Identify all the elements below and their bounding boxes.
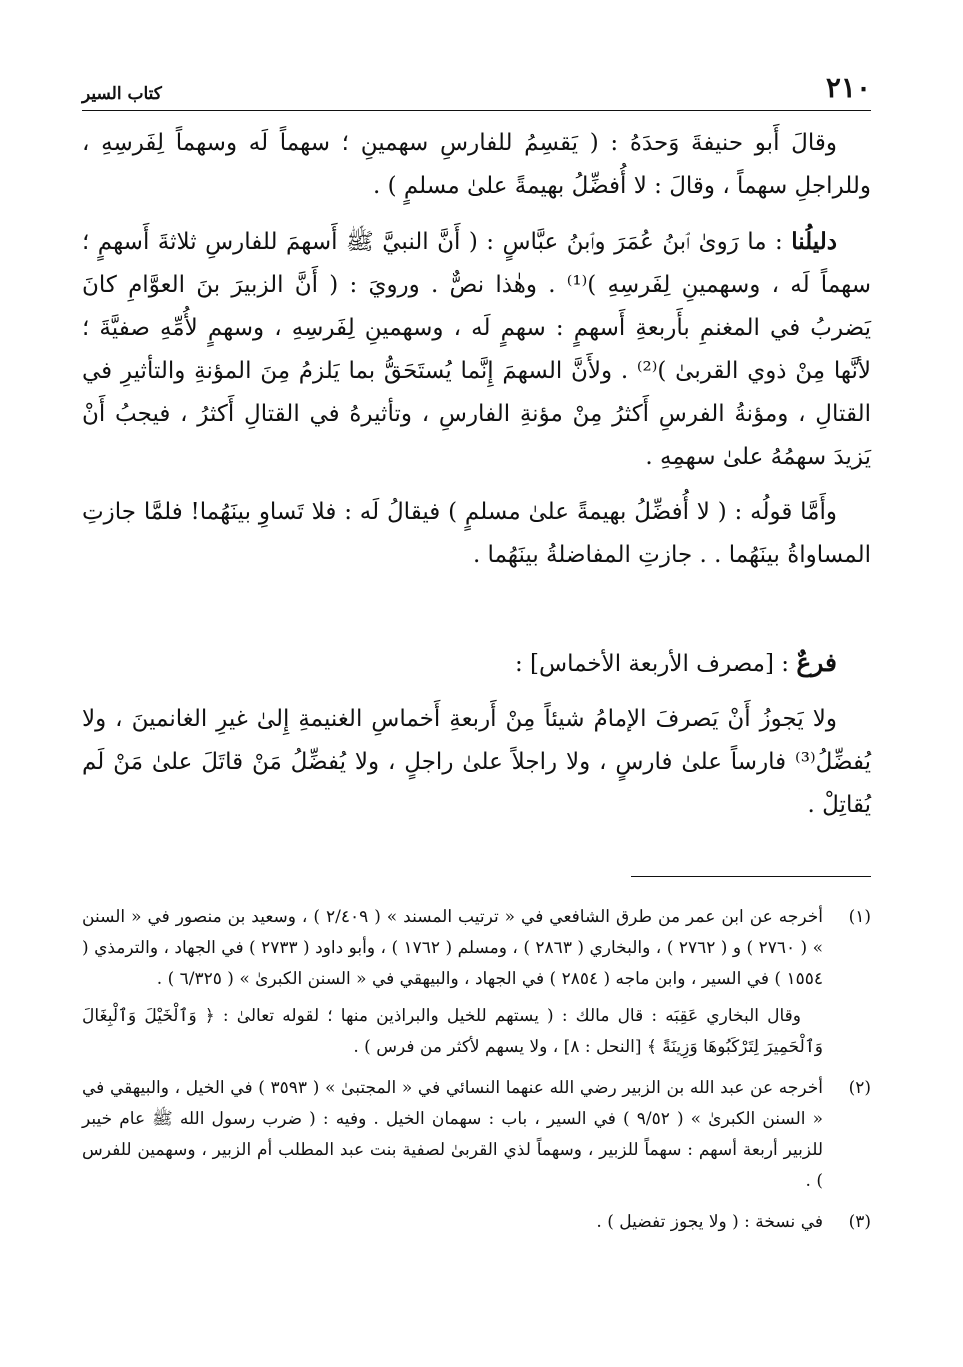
branch-heading	[82, 641, 871, 686]
footnote-number: (١)	[848, 907, 871, 927]
main-text	[82, 122, 871, 839]
paragraph-reply: وأَمَّا قولُه : ( لا أُفضِّلُ بهيمةً علىٰ مسلمٍ ) فيقالُ لَه : فلا تَساوِ بينَهُما! فلمَّا جازتِ المساواةُ بينَهُما . . جازتِ المفاضلةُ بينَهُما .	[82, 499, 871, 568]
paragraph-abu-hanifa: وقالَ أَبو حنيفةَ وَحدَهُ : ( يَقسِمُ للفارسِ سهمينِ ؛ سهماً لَه وسهماً لِفَرسِهِ ، وللراجلِ سهماً ، وقالَ : لا أُفضِّلُ بهيمةً علىٰ مسلمٍ ) .	[82, 130, 871, 199]
page-number: ٢١٠	[825, 71, 871, 104]
evidence-lead: دليلُنا	[791, 228, 837, 255]
paragraph-distribution: ولا يَجوزُ أَنْ يَصرفَ الإمامُ شيئاً مِنْ أَربعةِ أَخماسِ الغنيمةِ إِلىٰ غيرِ الغانمينَ ، ولا يُفضِّلُ⁽³⁾ فارساً علىٰ فارسٍ ، ولا راجلاً علىٰ راجلٍ ، ولا يُفضِّلُ مَنْ قاتَلَ علىٰ مَنْ لَم يُقاتِلْ .	[82, 706, 871, 818]
evidence-text: : ما رَوىٰ ٱبنُ عُمَرَ وٱبنُ عبَّاسٍ : ( أَنَّ النبيَّ ﷺ أَسهمَ للفارسِ ثلاثةَ أَسهمٍ ؛ سهماً لَه ، وسهمينِ لِفَرسِهِ )⁽¹⁾ . وهٰذا نصٌّ . ورويَ : ( أَنَّ الزبيرَ بنَ العوَّامِ كانَ يَضربُ في المغنمِ بأَربعةِ أَسهمٍ : سهمٍ لَه ، وسهمينِ لِفَرسِهِ ، وسهمٍ لأُمِّهِ صفيَّةَ ؛ لأنَّها مِنْ ذوي القربىٰ )⁽²⁾ . ولأَنَّ السهمَ إِنَّما يُستَحَقُّ بما يَلزمُ مِنَ المؤنةِ والتأثيرِ في القتالِ ، ومؤنةُ الفرسِ أَكثرُ مِنْ مؤنةِ الفارسِ ، وتأثيرهُ في القتالِ أَكثرُ ، فيجبُ أَنْ يَزيدَ سهمُهُ علىٰ سهمِهِ .	[82, 229, 871, 470]
page-header	[82, 70, 871, 111]
footnote-body	[82, 1073, 823, 1203]
footnote-text: في نسخة : ( ولا يجوز تفضيل ) .	[596, 1212, 823, 1232]
footnote-text-continued: وقال البخاري عَقِبَه : قال مالك : ( يستهم للخيل والبراذين منها ؛ لقوله تعالىٰ : ﴿ وَٱلْخَيْلَ وَٱلْبِغَالَ وَٱلْحَمِيرَ لِتَرْكَبُوهَا وَزِينَةً ﴾ [النحل : ٨] ، ولا يسهم لأكثر من فرس ) .	[82, 1006, 823, 1057]
footnote-text: أخرجه عن عبد الله بن الزبير رضي الله عنهما النسائي في « المجتبىٰ » ( ٣٥٩٣ ) في الخيل ، والبيهقي في « السنن الكبرىٰ » ( ٩/٥٢ ) في السير ، باب : سهمان الخيل . وفيه : ( ضرب رسول الله ﷺ عام خيبر للزبير أربعة أسهم : سهماً للزبير ، وسهماً لذي القربىٰ لصفية بنت عبد المطلب أم الزبير ، وسهمين للفرس ) .	[82, 1078, 823, 1191]
footnote-3	[82, 1207, 871, 1244]
footnote-number: (٢)	[848, 1078, 871, 1098]
footnotes	[82, 902, 871, 1248]
branch-title: : [مصرف الأربعة الأخماس] :	[514, 651, 797, 677]
running-title: كتاب السير	[82, 84, 162, 104]
footnote-separator	[631, 876, 871, 877]
paragraph-evidence	[82, 220, 871, 479]
footnote-number: (٣)	[848, 1212, 871, 1232]
footnote-body	[82, 902, 823, 1069]
footnote-body	[82, 1207, 823, 1244]
footnote-2	[82, 1073, 871, 1203]
footnote-text: أخرجه عن ابن عمر من طرق الشافعي في « ترتيب المسند » ( ٢/٤٠٩ ) ، وسعيد بن منصور في « السنن » ( ٢٧٦٠ ) و ( ٢٧٦٢ ) ، والبخاري ( ٢٨٦٣ ) ، ومسلم ( ١٧٦٢ ) ، وأبو داود ( ٢٧٣٣ ) في الجهاد ، والترمذي ( ١٥٥٤ ) في السير ، وابن ماجه ( ٢٨٥٤ ) في الجهاد ، والبيهقي في « السنن الكبرىٰ » ( ٦/٣٢٥ ) .	[82, 907, 824, 989]
branch-lead: فرعٌ	[796, 648, 837, 677]
section-gap	[82, 589, 871, 641]
footnote-1	[82, 902, 871, 1069]
